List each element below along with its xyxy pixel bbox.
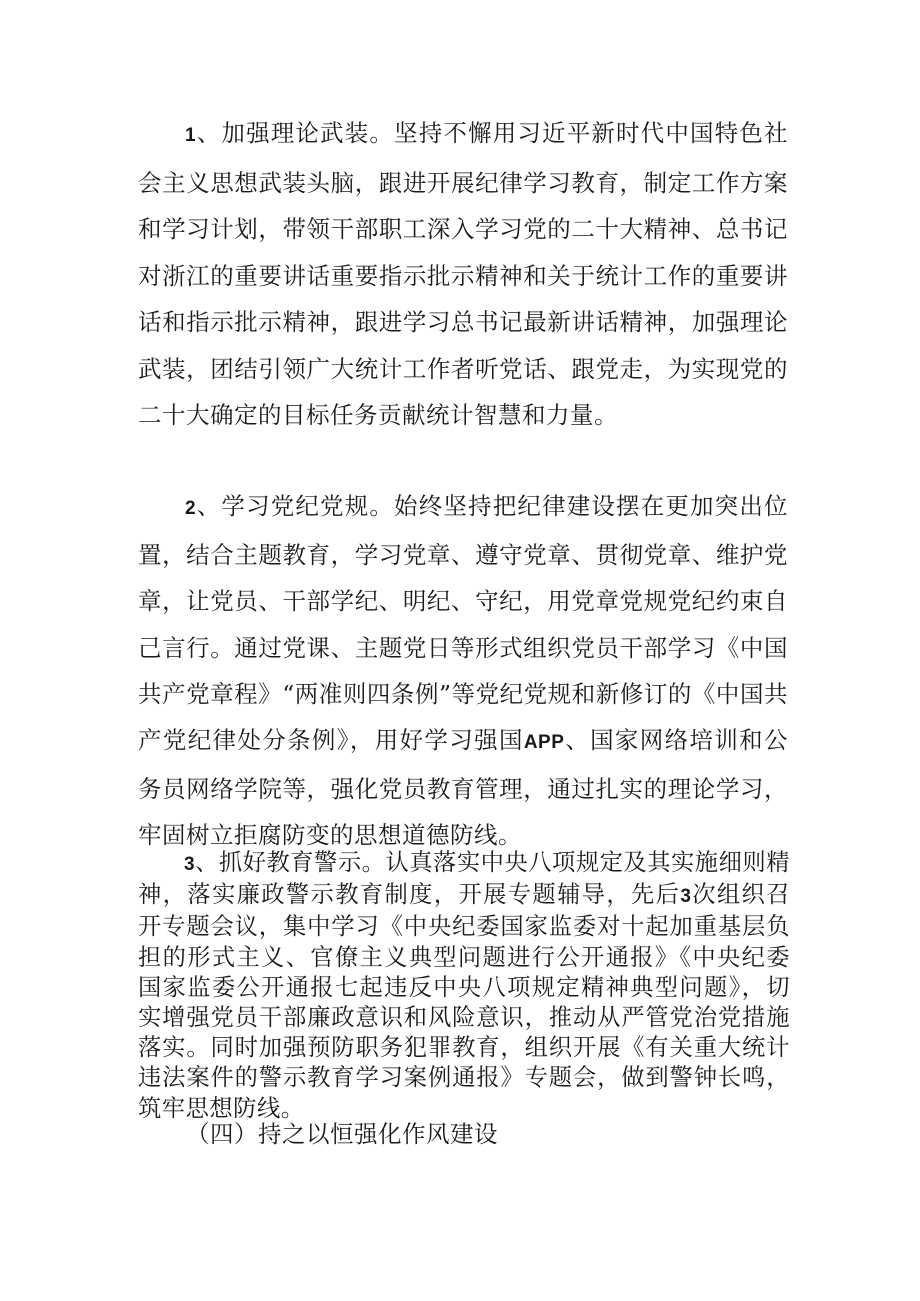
paragraph-text: 、国家网络培训和公务员网络学院等，强化党员教育管理，通过扎实的理论学习，牢固树立拒腐防变的思想道德防线。 [138, 726, 789, 850]
paragraph-text: 、学习党纪党规。始终坚持把纪律建设摆在更加突出位置，结合主题教育，学习党章、遵守党章、贯彻党章、维护党章，让党员、干部学纪、明纪、守纪，用党章党规党纪约束自己言行。通过党课、主题党日等形式组织党员干部学习《中国共产党章程》“两准则四条例”等党纪党规和新修订的《中国共产党纪律处分条例》，用好学习强国 [138, 492, 788, 755]
paragraph-number: 2 [185, 498, 197, 519]
paragraph-number: 1 [185, 125, 197, 146]
paragraph-text: 、加强理论武装。坚持不懈用习近平新时代中国特色社会主义思想武装头脑，跟进开展纪律学习教育，制定工作方案和学习计划，带领干部职工深入学习党的二十大精神、总书记对浙江的重要讲话重要指示批示精神和关于统计工作的重要讲话和指示批示精神，跟进学习总书记最新讲话精神，加强理论武装，团结引领广大统计工作者听党话、跟党走，为实现党的二十大确定的目标任务贡献统计智慧和力量。 [138, 119, 788, 429]
section-heading: （四）持之以恒强化作风建设 [186, 1120, 498, 1148]
paragraph-party-rules [138, 483, 788, 859]
paragraph-theory-study [138, 110, 788, 439]
paragraph-warning-education [138, 848, 790, 1124]
app-term: APP [523, 732, 565, 754]
meeting-count: 3 [680, 886, 692, 908]
paragraph-text: 次组织召开专题会议，集中学习《中央纪委国家监委对十起加重基层负担的形式主义、官僚主义典型问题进行公开通报》《中央纪委国家监委公开通报七起违反中央八项规定精神典型问题》，切实增强党员干部廉政意识和风险意识，推动从严管党治党措施落实。同时加强预防职务犯罪教育，组织开展《有关重大统计违法案件的警示教育学习案例通报》专题会，做到警钟长鸣，筑牢思想防线。 [138, 881, 791, 1122]
paragraph-number: 3 [184, 854, 196, 875]
paragraph-text: 、抓好教育警示。认真落实中央八项规定及其实施细则精神，落实廉政警示教育制度，开展专题辅导，先后 [138, 849, 790, 909]
